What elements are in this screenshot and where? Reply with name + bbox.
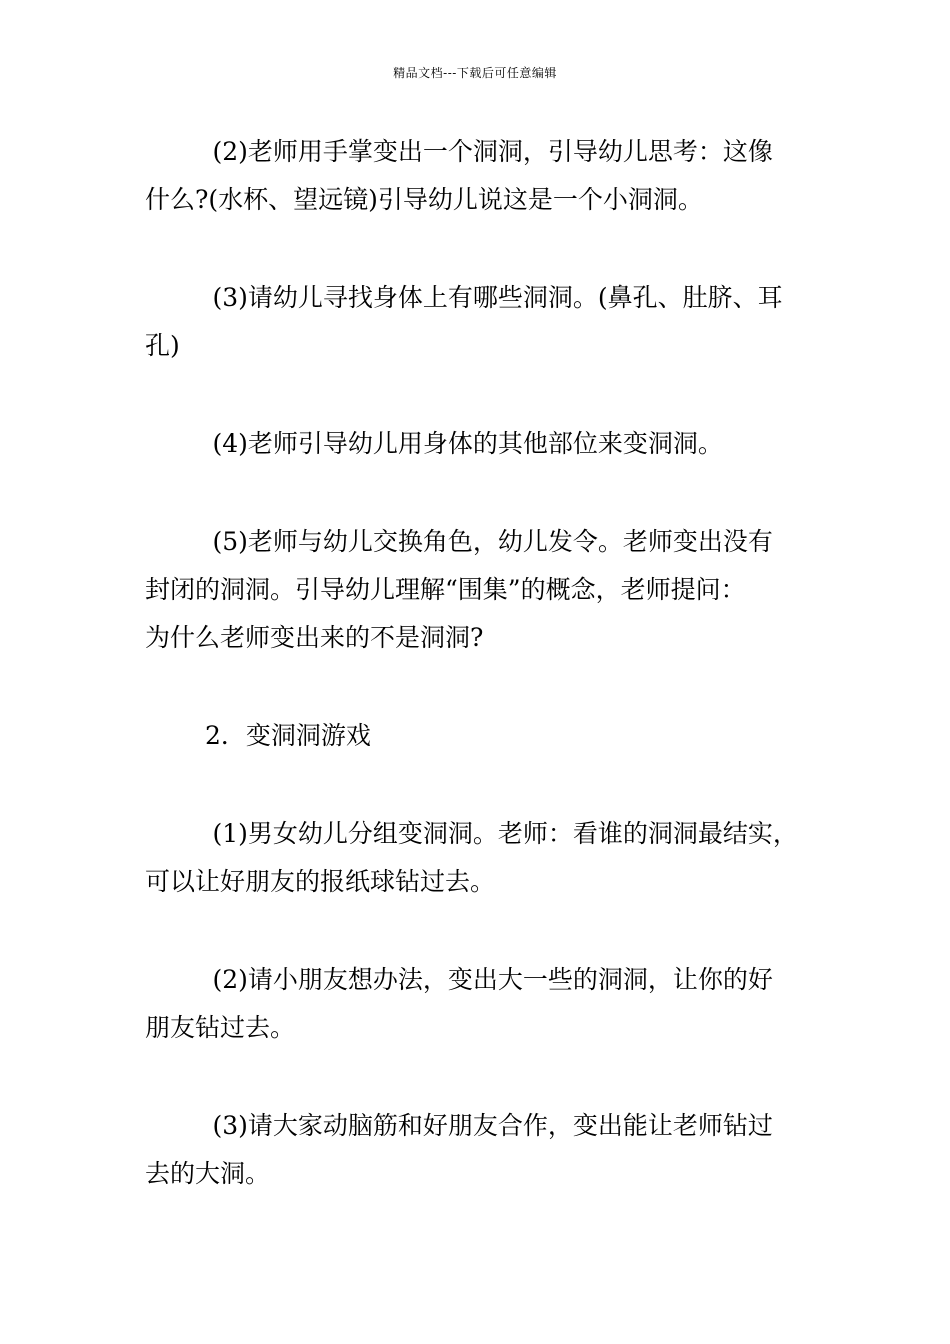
paragraph-step-2-2 [145, 956, 845, 1052]
paragraph-line: 什么?(水杯、望远镜)引导幼儿说这是一个小洞洞。 [145, 185, 703, 214]
paragraph-line: 去的大洞。 [145, 1159, 271, 1188]
paragraph-step-2-3 [145, 1102, 845, 1198]
paragraph-line: (4)老师引导幼儿用身体的其他部位来变洞洞。 [212, 429, 723, 458]
section-heading-game [145, 712, 845, 760]
document-body [145, 128, 845, 1248]
paragraph-line: 为什么老师变出来的不是洞洞? [145, 623, 484, 652]
page-header: 精品文档---下载后可任意编辑 [393, 66, 557, 80]
paragraph-line: (3)请幼儿寻找身体上有哪些洞洞。(鼻孔、肚脐、耳 [212, 283, 783, 312]
paragraph-line: 可以让好朋友的报纸球钻过去。 [145, 867, 496, 896]
paragraph-line: (3)请大家动脑筋和好朋友合作，变出能让老师钻过 [212, 1111, 773, 1140]
paragraph-step-1-2 [145, 128, 845, 224]
paragraph-step-2-1 [145, 810, 845, 906]
paragraph-line: (2)请小朋友想办法，变出大一些的洞洞，让你的好 [212, 965, 773, 994]
section-heading-text: 2．变洞洞游戏 [205, 721, 371, 750]
paragraph-line: 孔) [145, 331, 180, 360]
paragraph-step-1-5 [145, 518, 845, 662]
paragraph-line: 封闭的洞洞。引导幼儿理解“围集”的概念，老师提问： [145, 575, 746, 604]
paragraph-line: (2)老师用手掌变出一个洞洞，引导幼儿思考：这像 [212, 137, 773, 166]
paragraph-step-1-3 [145, 274, 845, 370]
paragraph-line: (5)老师与幼儿交换角色，幼儿发令。老师变出没有 [212, 527, 773, 556]
paragraph-line: (1)男女幼儿分组变洞洞。老师：看谁的洞洞最结实， [212, 819, 798, 848]
paragraph-line: 朋友钻过去。 [145, 1013, 296, 1042]
paragraph-step-1-4 [145, 420, 845, 468]
